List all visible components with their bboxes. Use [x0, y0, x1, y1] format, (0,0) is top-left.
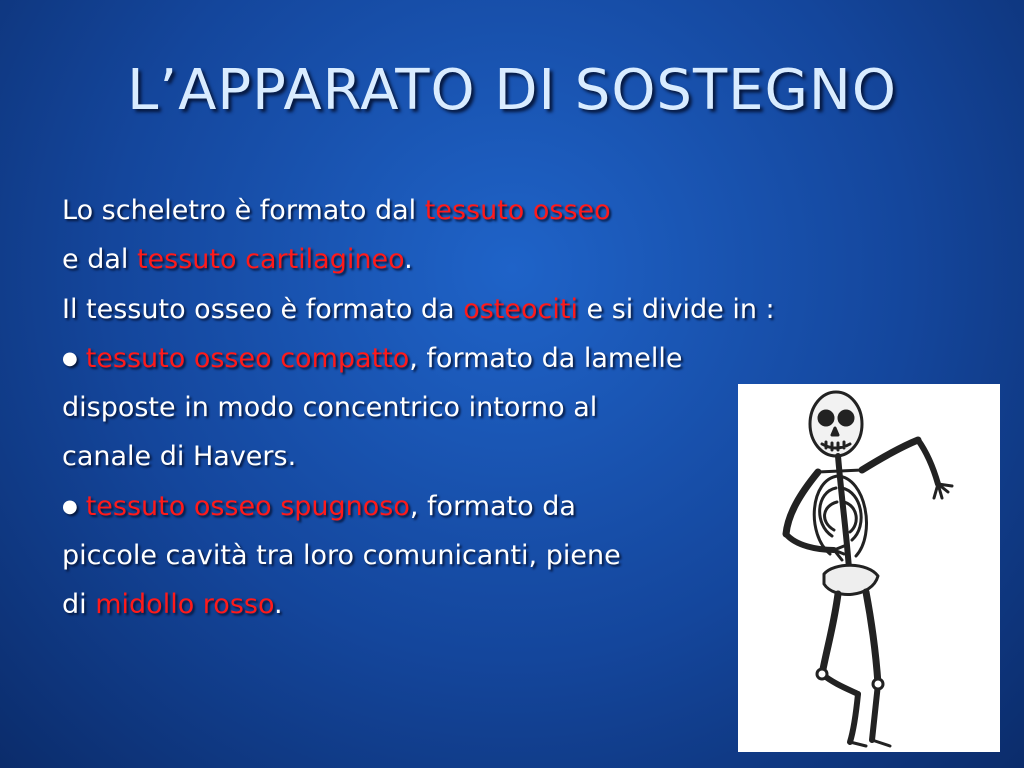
line-text: e dal [62, 244, 137, 276]
highlight-text: tessuto osseo spugnoso [85, 490, 410, 522]
line-text: . [274, 589, 283, 621]
bullet-icon: ● [62, 495, 78, 517]
line-text: canale di Havers. [62, 441, 297, 473]
highlight-text: osteociti [463, 293, 578, 325]
text-line [62, 186, 962, 235]
line-text: , formato da lamelle [409, 342, 683, 374]
slide-title: L’APPARATO DI SOSTEGNO [127, 58, 897, 123]
line-text: . [404, 244, 413, 276]
highlight-text: tessuto cartilagineo [136, 244, 405, 276]
bullet-line [62, 334, 962, 383]
highlight-text: tessuto osseo compatto [85, 342, 410, 374]
highlight-text: tessuto osseo [424, 195, 611, 226]
line-text: piccole cavità tra loro comunicanti, piene [62, 540, 621, 572]
skeleton-icon [738, 384, 1000, 752]
line-text: di [62, 589, 96, 621]
text-line [62, 285, 962, 334]
text-line [62, 235, 962, 284]
line-text: Lo scheletro è formato dal [62, 195, 425, 226]
line-text: disposte in modo concentrico intorno al [62, 392, 598, 424]
bullet-icon: ● [62, 347, 78, 369]
skeleton-image [738, 384, 1000, 752]
line-text: Il tessuto osseo è formato da [62, 293, 464, 325]
line-text: , formato da [409, 490, 576, 522]
highlight-text: midollo rosso [95, 589, 275, 621]
line-text: e si divide in : [577, 293, 775, 325]
